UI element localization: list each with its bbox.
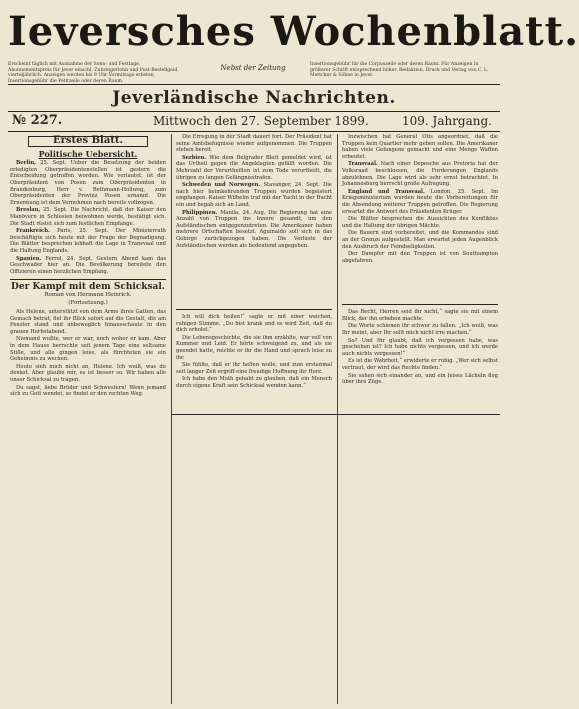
feuilleton-paragraph: Die Worte schienen ihr schwer zu fallen. „Ich weiß, was Ihr meint, aber Ihr sollt mich nicht irre machen.“ bbox=[342, 323, 498, 337]
masthead-center-notice: Nebst der Zeitung bbox=[220, 64, 286, 72]
article-text: Ferrol, 24. Sept. Gestern Abend kam das Geschwader hier an. Die Bevölkerung bereitete den Offizieren einen herzlichen Empfang. bbox=[10, 255, 166, 275]
feuilleton-byline: Roman von Hermann Heinrich. bbox=[44, 291, 132, 298]
rule-top bbox=[8, 84, 500, 85]
article bbox=[176, 210, 332, 250]
feuilleton-rule bbox=[172, 414, 500, 415]
article: Inzwischen hat General Otis angeordnet, daß die Truppen kein Quartier mehr geben sollen. Die Amerikaner haben viele Gefangene gemacht und eine Menge Waffen erbeutet. bbox=[342, 134, 498, 160]
feuilleton-paragraph: Ich will dich heilen!“ sagte er mit einer weichen, ruhigen Stimme. „Du bist krank und es wird Zeit, daß du dich erholst.“ bbox=[176, 314, 332, 334]
article-lead: Philippinen. bbox=[182, 209, 218, 216]
feuilleton-paragraph: Als Helene, unterstützt von dem Arme ihres Gatten, das Gemach betrat, fiel ihr Blick sofort auf die Gestalt, die am Fenster stand und unbeweglich hinausschaute in den grauen Herbstabend. bbox=[10, 309, 166, 335]
article bbox=[342, 189, 498, 215]
article-lead: Frankreich. bbox=[16, 228, 50, 235]
column-1 bbox=[10, 134, 166, 704]
article bbox=[10, 256, 166, 276]
feuilleton-paragraph: Sie sahen sich einander an, und ein leises Lächeln flog über ihre Züge. bbox=[342, 372, 498, 386]
article: Die Bauern sind vorbereitet, und die Kommandos sind an der Grenze aufgestellt. Man erwartet jeden Augenblick den Ausbruch der Feindseligkeiten. bbox=[342, 230, 498, 250]
article-lead: Breslau, bbox=[16, 207, 41, 214]
feuilleton-paragraph: Die Lebensgeschichte, die sie ihm erzählte, war voll von Kummer und Leid. Er hörte schweigend zu, und als sie geendet hatte, reichte er ihr die Hand und sprach leise zu ihr. bbox=[176, 334, 332, 361]
feuilleton-continuation: (Fortsetzung.) bbox=[68, 300, 108, 307]
dateline bbox=[8, 112, 500, 130]
erstes-blatt-box: Erstes Blatt. bbox=[28, 136, 148, 147]
article-lead: Spanien. bbox=[16, 255, 42, 262]
issue-number: № 227. bbox=[12, 113, 63, 128]
feuilleton-title: Der Kampf mit dem Schicksal. bbox=[11, 282, 165, 293]
feuilleton-paragraph: Heute sieh mich nicht an, Helene. Ich weiß, was du denkst. Aber glaube mir, es ist besser so. Wir haben alle unser Schicksal zu tragen. bbox=[10, 363, 166, 383]
section-title: Politische Uebersicht. bbox=[38, 148, 138, 159]
newspaper-page bbox=[8, 6, 579, 706]
article-text: Manila, 24. Aug. Die Regierung hat eine Anzahl von Truppen ins Innere gesandt, um den Aufständischen entgegenzutreten. Die Amerikaner haben mehrere Ortschaften besetzt. Aguinaldo soll sich in das Gebirge zurückgezogen haben. Die Verluste der Aufständischen werden als bedeutend angegeben. bbox=[176, 209, 332, 249]
article-lead: Schweden und Norwegen. bbox=[182, 182, 261, 189]
article-text: 25. Sept. Ueber die Besetzung der beiden erledigten Oberpräsidentenstellen ist gestern die Entscheidung getroffen worden. Wie verlautet, ist der Oberpräsident von Posen zum Oberpräsidenten in Brandenburg, Herr v. Bethmann-Hollweg, zum Oberpräsidenten der Provinz Posen ernannt. Die Ernennung ist dem Vernehmen nach bereits vollzogen. bbox=[10, 160, 166, 206]
divider bbox=[176, 309, 332, 310]
feuilleton-paragraph: So? Und Ihr glaubt, daß ich vergessen habe, was geschehen ist? Ich habe nichts vergessen, und ich werde auch nichts vergessen!“ bbox=[342, 337, 498, 357]
masthead-left-notice: Erscheint täglich mit Ausnahme der Sonn- und Festtage. Abonnementspreis für Jever einschl. Zubringerlohn und Post-Bestellgeld vierteljährlich. Anzeigen werden bis 9 Uhr Vormittags erbeten, Insertionsgebühr die Petitzeile oder deren Raum. bbox=[8, 62, 178, 84]
column-separator bbox=[337, 134, 338, 704]
feuilleton-paragraph: Niemand wußte, wer er war, noch woher er kam. Aber in dem Hause herrschte seit jenem Tage eine seltsame Stille, und alle gingen leise, als fürchteten sie ein Geheimnis zu wecken. bbox=[10, 336, 166, 363]
article bbox=[10, 228, 166, 254]
article bbox=[10, 160, 166, 206]
article bbox=[176, 182, 332, 208]
feuilleton-paragraph: Es ist die Wahrheit,“ erwiderte er ruhig. „Wer sich selbst vertraut, der wird das Rechte finden.“ bbox=[342, 358, 498, 372]
feuilleton-paragraph: Das Recht, Herren seid ihr nicht,“ sagte sie mit einem Blick, der ihn erbeben machte. bbox=[342, 309, 498, 322]
divider bbox=[10, 279, 166, 280]
article-text: Paris, 25. Sept. Der Ministerrath beschäftigte sich heute mit der Frage der Begnadigung. Die Blätter besprechen lebhaft die Lage in Transvaal und die Haltung Englands. bbox=[10, 228, 166, 254]
article-lead: Serbien. bbox=[182, 154, 207, 161]
article bbox=[176, 155, 332, 181]
masthead-title: Ieversches Wochenblatt. bbox=[8, 8, 579, 55]
article-text: London, 25. Sept. Im Kriegsministerium wurden heute die Vorbereitungen für die Absendung weiterer Truppen getroffen. Die Regierung erwartet die Antwort des Präsidenten Krüger. bbox=[342, 188, 498, 215]
column-3 bbox=[342, 134, 498, 704]
article bbox=[10, 207, 166, 227]
feuilleton-paragraph: Sie fühlte, daß er ihr helfen wolle, und zum erstenmal seit langer Zeit ergriff eine freudige Hoffnung ihr Herz. bbox=[176, 362, 332, 375]
article-text: Nach einer Depesche aus Pretoria hat der Volksraad beschlossen, die Forderungen Englands abzulehnen. Die Lage wird als sehr ernst betrachtet. In Johannesburg herrscht große Aufregung. bbox=[342, 161, 498, 188]
article-lead: Berlin, bbox=[16, 160, 36, 167]
article-text: 25. Sept. Die Nachricht, daß der Kaiser den Manövern in Schlesien beiwohnen werde, bestätigt sich. Die Stadt rüstet sich zum festlichen Empfange. bbox=[10, 207, 166, 227]
column-2 bbox=[176, 134, 332, 704]
masthead-right-notice: Insertionsgebühr für die Corpuszeile oder deren Raum. Für Anzeigen in größerer Schrift entsprechend höher. Redaktion, Druck und Verlag von C. L. Mettcker & Söhne in Jever. bbox=[310, 62, 489, 79]
article-lead: Transvaal. bbox=[348, 161, 378, 168]
article: Die Blätter besprechen die Aussichten des Konfliktes und die Haltung der übrigen Mächte. bbox=[342, 216, 498, 229]
subheader-title: Jeverländische Nachrichten. bbox=[112, 88, 396, 108]
issue-date: Mittwoch den 27. September 1899. bbox=[153, 114, 369, 128]
article-text: Stavanger, 24. Sept. Die nach hier heimkehrenden Truppen wurden begeistert empfangen. Kaiser Wilhelm traf mit der Yacht in der Bucht ein und begab sich an Land. bbox=[176, 182, 332, 208]
volume-year: 109. Jahrgang. bbox=[401, 114, 492, 128]
divider bbox=[342, 304, 498, 305]
article: Der Dampfer mit den Truppen ist von Southampton abgefahren. bbox=[342, 251, 498, 264]
article-text: Wie dem Belgrader Blatt gemeldet wird, ist das Urtheil gegen die Angeklagten gefällt worden. Die Mehrzahl der Verurtheilten ist zum Tode verurtheilt, die übrigen zu langen Gefängnisstrafen. bbox=[176, 154, 332, 181]
article bbox=[342, 161, 498, 187]
feuilleton-paragraph: Du sagst, liebe Brüder und Schwestern! Wenn jemand sich zu Gott wendet, so findet er den rechten Weg. bbox=[10, 384, 166, 398]
article-lead: England und Transvaal. bbox=[348, 188, 425, 195]
feuilleton-paragraph: Ich habe den Muth gehabt zu glauben, daß ein Mensch durch eigene Kraft sein Schicksal wenden kann.“ bbox=[176, 376, 332, 390]
article: Die Erregung in der Stadt dauert fort. Der Präsident hat seine Amtsbefugnisse wieder aufgenommen. Die Truppen stehen bereit. bbox=[176, 134, 332, 154]
rule-bottom bbox=[8, 131, 500, 132]
column-separator bbox=[171, 134, 172, 704]
